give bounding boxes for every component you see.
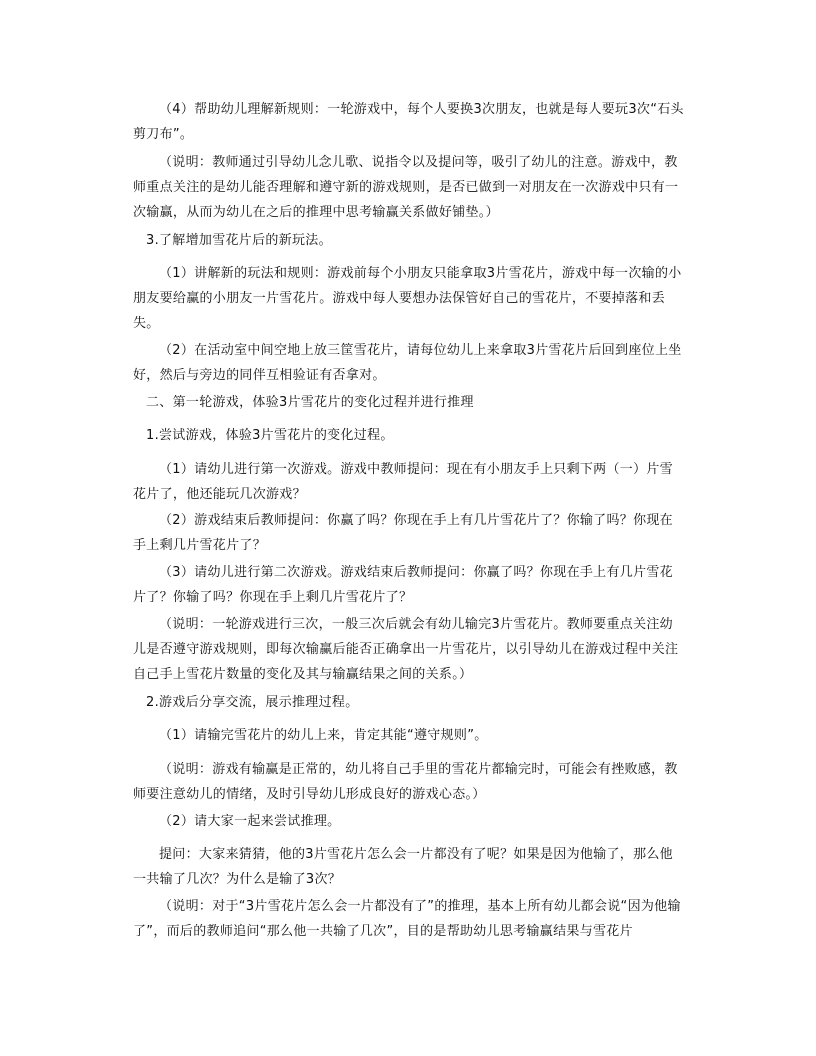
paragraph-new-rules-1: （1）讲解新的玩法和规则：游戏前每个小朋友只能拿取3片雪花片，游戏中每一次输的小朋友要给赢的小朋友一片雪花片。游戏中每人要想办法保管好自己的雪花片，不要掉落和丢失。 <box>133 266 682 331</box>
paragraph-game-1: （1）请幼儿进行第一次游戏。游戏中教师提问：现在有小朋友手上只剩下两（一）片雪花片了，他还能玩几次游戏？ <box>133 462 673 502</box>
paragraph-game-3: （3）请幼儿进行第二次游戏。游戏结束后教师提问：你赢了吗？你现在手上有几片雪花片了？你输了吗？你现在手上剩几片雪花片了？ <box>133 565 673 605</box>
paragraph-note-1: （说明：教师通过引导幼儿念儿歌、说指令以及提问等，吸引了幼儿的注意。游戏中，教师重点关注的是幼儿能否理解和遵守新的游戏规则，是否已做到一对朋友在一次游戏中只有一次输赢，从而为幼儿在之后的推理中思考输赢关系做好铺垫。） <box>133 155 679 220</box>
section-heading-3: 3.了解增加雪花片后的新玩法。 <box>146 233 332 248</box>
paragraph-note-4: （说明：对于“3片雪花片怎么会一片都没有了”的推理，基本上所有幼儿都会说“因为他输了”，而后的教师追问“那么他一共输了几次”，目的是帮助幼儿思考输赢结果与雪花片 <box>133 899 681 939</box>
section-heading-round-1: 二、第一轮游戏，体验3片雪花片的变化过程并进行推理 <box>146 395 474 410</box>
paragraph-note-3: （说明：游戏有输赢是正常的，幼儿将自己手里的雪花片都输完时，可能会有挫败感，教师要注意幼儿的情绪，及时引导幼儿形成良好的游戏心态。） <box>133 762 678 802</box>
paragraph-question: 提问：大家来猜猜，他的3片雪花片怎么会一片都没有了呢？如果是因为他输了，那么他一共输了几次？为什么是输了3次？ <box>133 847 673 887</box>
paragraph-share-1: （1）请输完雪花片的幼儿上来，肯定其能“遵守规则”。 <box>159 728 488 743</box>
paragraph-share-2: （2）请大家一起来尝试推理。 <box>159 814 341 829</box>
paragraph-rule-4: （4）帮助幼儿理解新规则：一轮游戏中，每个人要换3次朋友，也就是每人要玩3次“石头剪刀布”。 <box>133 102 684 142</box>
paragraph-note-2: （说明：一轮游戏进行三次，一般三次后就会有幼儿输完3片雪花片。教师要重点关注幼儿是否遵守游戏规则，即每次输赢后能否正确拿出一片雪花片，以引导幼儿在游戏过程中关注自己手上雪花片数量的变化及其与输赢结果之间的关系。） <box>133 617 679 682</box>
section-heading-2: 2.游戏后分享交流，展示推理过程。 <box>146 695 359 710</box>
paragraph-game-2: （2）游戏结束后教师提问：你赢了吗？你现在手上有几片雪花片了？你输了吗？你现在手上剩几片雪花片了？ <box>133 513 673 553</box>
section-heading-1: 1.尝试游戏，体验3片雪花片的变化过程。 <box>146 428 394 443</box>
paragraph-new-rules-2: （2）在活动室中间空地上放三筐雪花片，请每位幼儿上来拿取3片雪花片后回到座位上坐好，然后与旁边的同伴互相验证有否拿对。 <box>133 343 682 383</box>
